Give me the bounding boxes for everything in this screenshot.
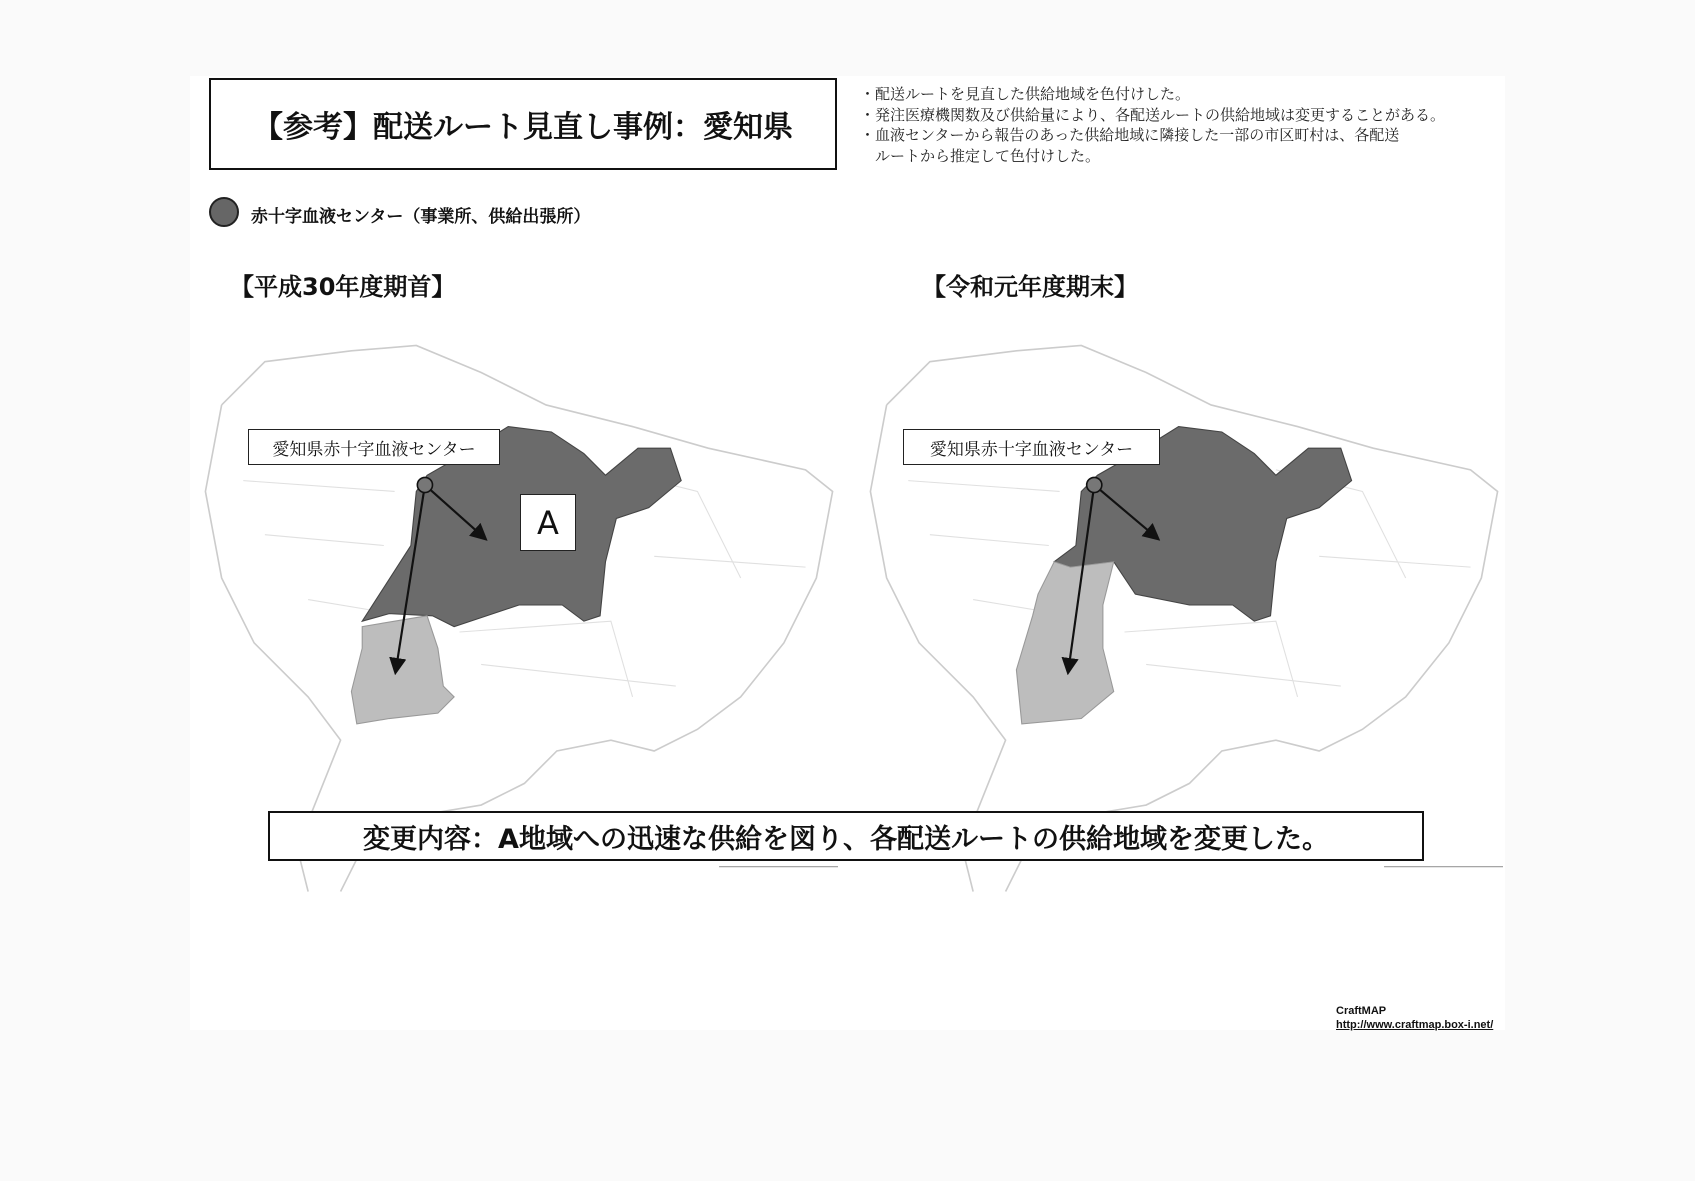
blood-center-marker-icon: [417, 477, 432, 492]
region-a-label: A: [520, 494, 576, 551]
note-line: ルートから推定して色付けした。: [860, 146, 1101, 165]
note-line: ・発注医療機関数及び供給量により、各配送ルートの供給地域は変更することがある。: [860, 105, 1446, 124]
note-line: ・配送ルートを見直した供給地域を色付けした。: [860, 85, 1191, 103]
change-summary: 変更内容：A地域への迅速な供給を図り、各配送ルートの供給地域を変更した。: [268, 811, 1424, 861]
center-label-after: 愛知県赤十字血液センター: [903, 429, 1160, 465]
page-title: 【参考】配送ルート見直し事例：愛知県: [209, 78, 837, 170]
blood-center-marker-icon: [1087, 477, 1102, 492]
notes: [860, 84, 1445, 166]
blood-center-legend-icon: [209, 197, 239, 227]
map-heading-before: 【平成30年度期首】: [230, 273, 456, 301]
credit-name: CraftMAP: [1336, 1005, 1387, 1017]
map-heading-after: 【令和元年度期末】: [922, 273, 1138, 301]
route-region-light: [1016, 562, 1113, 724]
center-label-before: 愛知県赤十字血液センター: [248, 429, 500, 465]
credit-link[interactable]: http://www.craftmap.box-i.net/: [1336, 1019, 1494, 1031]
credit: [1336, 1004, 1493, 1032]
legend-label: 赤十字血液センター（事業所、供給出張所）: [251, 207, 591, 227]
note-line: ・血液センターから報告のあった供給地域に隣接した一部の市区町村は、各配送: [860, 126, 1400, 144]
